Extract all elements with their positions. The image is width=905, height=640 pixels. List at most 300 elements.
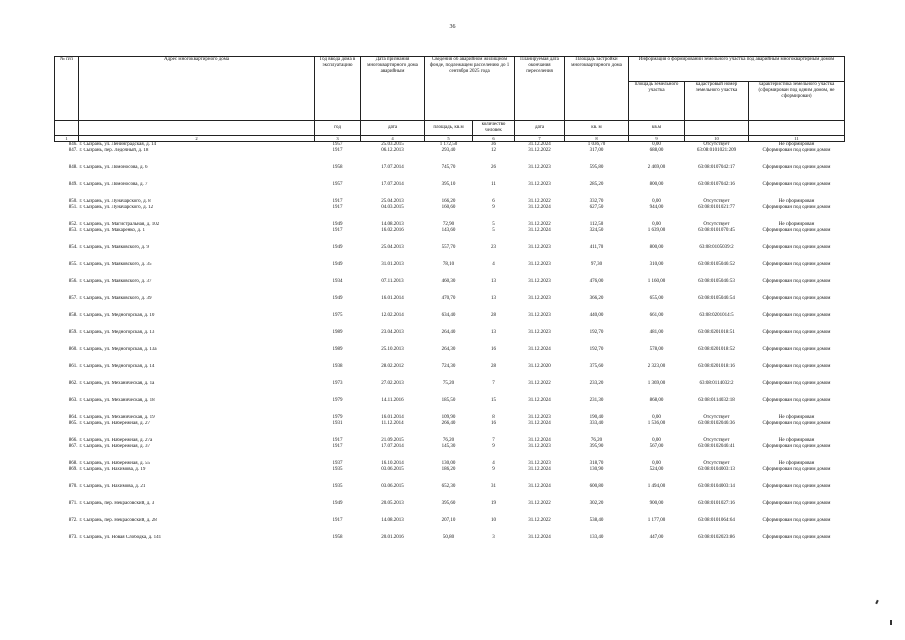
area-cell: 724,30 [441, 364, 456, 370]
building-area-cell: 366,20 [589, 296, 604, 302]
unit-planned-date: дата [515, 121, 565, 136]
cadastral-cell: Отсутствует [703, 438, 730, 444]
building-area-cell: 302,20 [589, 501, 604, 507]
year-cell: 1917 [332, 518, 343, 524]
row-number: 864. [68, 415, 78, 421]
planned-date-cell: 31.12.2024 [528, 484, 551, 490]
people-cell: 28 [491, 364, 496, 370]
building-area-cell: 333,40 [589, 421, 604, 427]
status-cell: Сформирован под одним домом [762, 444, 831, 450]
year-cell: 1937 [332, 461, 343, 467]
header-planned-date: Планируемая дата окончания переселения [515, 57, 565, 121]
area-cell: 745,70 [441, 165, 456, 171]
cadastral-cell: 63:08:0201018:16 [698, 364, 735, 370]
year-cell: 1917 [332, 148, 343, 154]
people-cell: 5 [492, 222, 495, 228]
area-cell: 264,30 [441, 347, 456, 353]
cadastral-cell: 63:08:0102046:36 [698, 421, 735, 427]
address-cell: г. Сызрань, ул. Нахимова, д. 21 [79, 484, 146, 490]
land-area-cell: 0,00 [652, 199, 661, 205]
recognition-date-cell: 06.12.2013 [381, 148, 404, 154]
year-cell: 1958 [332, 535, 343, 541]
planned-date-cell: 31.12.2023 [528, 461, 551, 467]
cadastral-cell: 63:08:0201018:52 [698, 347, 735, 353]
building-area-cell: 332,70 [589, 199, 604, 205]
building-area-cell: 1 036,70 [587, 142, 606, 148]
address-cell: г. Сызрань, пер. Ледочный, д. 18 [79, 148, 149, 154]
land-area-cell: 0,00 [652, 438, 661, 444]
planned-date-cell: 31.12.2022 [528, 148, 551, 154]
land-area-cell: 1 494,00 [647, 484, 666, 490]
cadastral-cell: 63:08:0114032:2 [699, 381, 734, 387]
year-cell: 1989 [332, 330, 343, 336]
status-cell: Не сформирован [778, 461, 815, 467]
status-cell: Сформирован под одним домом [762, 182, 831, 188]
status-cell: Сформирован под одним домом [762, 381, 831, 387]
planned-date-cell: 31.12.2022 [528, 501, 551, 507]
recognition-date-cell: 16.01.2014 [381, 415, 404, 421]
year-cell: 1917 [332, 205, 343, 211]
land-area-cell: 578,00 [649, 347, 664, 353]
row-number: 847. [68, 148, 78, 154]
area-cell: 395,60 [441, 501, 456, 507]
building-area-cell: 476,00 [589, 279, 604, 285]
recognition-date-cell: 16.01.2014 [381, 296, 404, 302]
recognition-date-cell: 21.09.2015 [381, 438, 404, 444]
area-cell: 160,60 [441, 205, 456, 211]
planned-date-cell: 31.12.2023 [528, 313, 551, 319]
year-cell: 1957 [332, 182, 343, 188]
building-area-cell: 375,60 [589, 364, 604, 370]
table-row [55, 165, 845, 182]
table-row [55, 535, 845, 552]
column-number: 2 [79, 136, 315, 142]
cadastral-cell: 63:08:0105039:2 [699, 245, 734, 251]
address-cell: г. Сызрань, ул. Магистральная, д. 102 [79, 222, 160, 228]
address-cell: г. Сызрань, ул. Медногорская, д. 13 [79, 330, 155, 336]
cadastral-cell: 63:08:0105046:54 [698, 296, 735, 302]
land-area-cell: 661,00 [649, 313, 664, 319]
cadastral-cell: 63:08:0107042:16 [698, 182, 735, 188]
header-cadastral: кадастровый номер земельного участка [685, 82, 749, 121]
people-cell: 19 [491, 501, 496, 507]
address-cell: г. Сызрань, ул. Маяковского, д. 35 [79, 262, 152, 268]
area-cell: 130,00 [441, 461, 456, 467]
cadastral-cell: Отсутствует [703, 415, 730, 421]
area-cell: 207,10 [441, 518, 456, 524]
land-area-cell: 1 639,00 [647, 228, 666, 234]
recognition-date-cell: 25.04.2013 [381, 245, 404, 251]
recognition-date-cell: 16.10.2014 [381, 461, 404, 467]
building-area-cell: 318,70 [589, 461, 604, 467]
planned-date-cell: 31.12.2023 [528, 262, 551, 268]
year-cell: 1979 [332, 415, 343, 421]
address-cell: г. Сызрань, ул. Набережная, д. 27а [79, 438, 153, 444]
status-cell: Сформирован под одним домом [762, 245, 831, 251]
row-number: 869. [68, 467, 78, 473]
building-area-cell: 231,30 [589, 398, 604, 404]
planned-date-cell: 31.12.2022 [528, 222, 551, 228]
area-cell: 264,40 [441, 330, 456, 336]
cadastral-cell: 63:08:0101021:77 [698, 205, 735, 211]
header-land-area: площадь земельного участка [629, 82, 685, 121]
recognition-date-cell: 03.06.2015 [381, 467, 404, 473]
building-area-cell: 538,40 [589, 518, 604, 524]
status-cell: Не сформирован [778, 415, 815, 421]
row-number: 868. [68, 461, 78, 467]
recognition-date-cell: 25.03.2015 [381, 142, 404, 148]
table-row [55, 330, 845, 347]
cadastral-cell: 63:08:0102023:86 [698, 535, 735, 541]
building-area-cell: 233,20 [589, 381, 604, 387]
address-cell: г. Сызрань, ул. Медногорская, д. 14 [79, 364, 155, 370]
planned-date-cell: 31.12.2022 [528, 381, 551, 387]
building-area-cell: 395,90 [589, 444, 604, 450]
row-number: 848. [68, 165, 78, 171]
row-number: 866. [68, 438, 78, 444]
year-cell: 1938 [332, 364, 343, 370]
row-number: 850. [68, 199, 78, 205]
address-cell: г. Сызрань, ул. Набережная, д. 27 [79, 421, 151, 427]
unit-cadastral [685, 121, 749, 136]
header-year: Год ввода дома в эксплуатацию [315, 57, 361, 121]
address-cell: г. Сызрань, ул. Новая Слободка, д. 141 [79, 535, 162, 541]
unit-characteristic [749, 121, 845, 136]
emergency-housing-table [54, 56, 845, 552]
area-cell: 266,40 [441, 421, 456, 427]
land-area-cell: 524,00 [649, 467, 664, 473]
year-cell: 1949 [332, 501, 343, 507]
year-cell: 1917 [332, 199, 343, 205]
planned-date-cell: 31.12.2024 [528, 228, 551, 234]
column-number: 8 [565, 136, 629, 142]
people-cell: 13 [491, 279, 496, 285]
table-body [55, 142, 845, 553]
row-number: 846. [68, 142, 78, 148]
table-row [55, 148, 845, 165]
cadastral-cell: Отсутствует [703, 142, 730, 148]
recognition-date-cell: 23.04.2013 [381, 330, 404, 336]
planned-date-cell: 31.12.2023 [528, 182, 551, 188]
land-area-cell: 1 369,00 [647, 381, 666, 387]
table-row [55, 398, 845, 415]
row-number: 872. [68, 518, 78, 524]
column-number: 1 [55, 136, 79, 142]
address-cell: г. Сызрань, ул. Ломоносова, д. 7 [79, 182, 148, 188]
area-cell: 185,50 [441, 398, 456, 404]
area-cell: 143,60 [441, 228, 456, 234]
cadastral-cell: 63:08:0104003:14 [698, 484, 735, 490]
planned-date-cell: 31.12.2023 [528, 444, 551, 450]
table-row [55, 313, 845, 330]
planned-date-cell: 31.12.2022 [528, 199, 551, 205]
area-cell: 293,40 [441, 148, 456, 154]
people-cell: 5 [492, 228, 495, 234]
recognition-date-cell: 28.02.2012 [381, 364, 404, 370]
status-cell: Сформирован под одним домом [762, 398, 831, 404]
planned-date-cell: 31.12.2022 [528, 518, 551, 524]
building-area-cell: 130,90 [589, 467, 604, 473]
row-number: 851. [68, 205, 78, 211]
column-number: 3 [315, 136, 361, 142]
address-cell: г. Сызрань, пер. Некрасовский, д. 3 [79, 501, 155, 507]
recognition-date-cell: 07.11.2013 [381, 279, 404, 285]
address-cell: г. Сызрань, ул. Механическая, д. 18 [79, 398, 155, 404]
planned-date-cell: 31.12.2023 [528, 279, 551, 285]
table-row [55, 262, 845, 279]
status-cell: Сформирован под одним домом [762, 205, 831, 211]
address-cell: г. Сызрань, ул. Ломоносова, д. 6 [79, 165, 148, 171]
scan-mark [875, 600, 879, 604]
area-cell: 75,20 [442, 381, 455, 387]
table-row [55, 381, 845, 398]
unit-area: площадь, кв.м [425, 121, 473, 136]
recognition-date-cell: 03.06.2015 [381, 484, 404, 490]
land-area-cell: 310,00 [649, 262, 664, 268]
people-cell: 8 [492, 415, 495, 421]
status-cell: Сформирован под одним домом [762, 165, 831, 171]
building-area-cell: 627,50 [589, 205, 604, 211]
people-cell: 9 [492, 205, 495, 211]
row-number: 861. [68, 364, 78, 370]
address-cell: г. Сызрань, ул. Макаренко, д. 1 [79, 228, 145, 234]
year-cell: 1935 [332, 467, 343, 473]
cadastral-cell: 63:08:0105046:53 [698, 279, 735, 285]
people-cell: 13 [491, 296, 496, 302]
people-cell: 11 [491, 182, 496, 188]
planned-date-cell: 31.12.2024 [528, 142, 551, 148]
building-area-cell: 324,50 [589, 228, 604, 234]
row-number: 849. [68, 182, 78, 188]
land-area-cell: 0,00 [652, 415, 661, 421]
table-header [55, 57, 845, 142]
recognition-date-cell: 14.11.2016 [381, 398, 404, 404]
status-cell: Сформирован под одним домом [762, 313, 831, 319]
area-cell: 634,40 [441, 313, 456, 319]
address-cell: г. Сызрань, ул. Набережная, д. 55 [79, 461, 151, 467]
address-cell: г. Сызрань, ул. Ленинградская, д. 14 [79, 142, 157, 148]
building-area-cell: 600,80 [589, 484, 604, 490]
year-cell: 1979 [332, 398, 343, 404]
land-area-cell: 2 469,00 [647, 165, 666, 171]
row-number: 853. [68, 228, 78, 234]
land-area-cell: 0,00 [652, 222, 661, 228]
cadastral-cell: 63:08:0201018:51 [698, 330, 735, 336]
building-area-cell: 317,00 [589, 148, 604, 154]
row-number: 871. [68, 501, 78, 507]
area-cell: 652,30 [441, 484, 456, 490]
header-date-recognition: Дата признания многоквартирного дома аварийным [361, 57, 425, 121]
status-cell: Сформирован под одним домом [762, 501, 831, 507]
planned-date-cell: 31.12.2023 [528, 245, 551, 251]
building-area-cell: 192,70 [589, 347, 604, 353]
table-row [55, 245, 845, 262]
table-row [55, 484, 845, 501]
row-number: 855. [68, 262, 78, 268]
unit-address [79, 121, 315, 136]
people-cell: 13 [491, 330, 496, 336]
recognition-date-cell: 11.12.2014 [381, 421, 404, 427]
area-cell: 395,10 [441, 182, 456, 188]
row-number: 856. [68, 279, 78, 285]
people-cell: 31 [491, 484, 496, 490]
planned-date-cell: 31.12.2024 [528, 467, 551, 473]
area-cell: 76,20 [442, 438, 455, 444]
status-cell: Не сформирован [778, 222, 815, 228]
address-cell: г. Сызрань, ул. Набережная, д. 37 [79, 444, 151, 450]
land-area-cell: 655,00 [649, 296, 664, 302]
status-cell: Сформирован под одним домом [762, 228, 831, 234]
address-cell: г. Сызрань, ул. Медногорская, д. 10 [79, 313, 155, 319]
year-cell: 1917 [332, 444, 343, 450]
year-cell: 1949 [332, 222, 343, 228]
unit-land-area: кв.м [629, 121, 685, 136]
area-cell: 460,30 [441, 279, 456, 285]
cadastral-cell: Отсутствует [703, 222, 730, 228]
table-row [55, 228, 845, 245]
recognition-date-cell: 14.08.2013 [381, 222, 404, 228]
year-cell: 1975 [332, 313, 343, 319]
column-number: 6 [473, 136, 515, 142]
planned-date-cell: 31.12.2024 [528, 438, 551, 444]
building-area-cell: 133,40 [589, 535, 604, 541]
table-row [55, 296, 845, 313]
address-cell: г. Сызрань, ул. Маяковского, д. 9 [79, 245, 149, 251]
year-cell: 1958 [332, 165, 343, 171]
table-row [55, 467, 845, 484]
unit-date: дата [361, 121, 425, 136]
recognition-date-cell: 17.07.2014 [381, 182, 404, 188]
row-number: 854. [68, 245, 78, 251]
header-land-info: Информация о формировании земельного участка под аварийным многоквартирным домом [629, 57, 845, 82]
year-cell: 1917 [332, 228, 343, 234]
people-cell: 16 [491, 347, 496, 353]
land-area-cell: 0,00 [652, 142, 661, 148]
table-row [55, 501, 845, 518]
header-building-area: Площадь застройки многоквартирного дома [565, 57, 629, 121]
planned-date-cell: 31.12.2024 [528, 347, 551, 353]
status-cell: Сформирован под одним домом [762, 484, 831, 490]
people-cell: 15 [491, 398, 496, 404]
land-area-cell: 1 160,00 [647, 279, 666, 285]
address-cell: г. Сызрань, ул. Маяковского, д. 39 [79, 296, 152, 302]
people-cell: 9 [492, 444, 495, 450]
area-cell: 78,10 [442, 262, 455, 268]
address-cell: г. Сызрань, ул. Луначарского, д. 12 [79, 205, 154, 211]
row-number: 865. [68, 421, 78, 427]
area-cell: 470,70 [441, 296, 456, 302]
address-cell: г. Сызрань, ул. Нахимова, д. 19 [79, 467, 146, 473]
status-cell: Сформирован под одним домом [762, 467, 831, 473]
planned-date-cell: 31.12.2024 [528, 421, 551, 427]
building-area-cell: 112,50 [589, 222, 604, 228]
recognition-date-cell: 14.08.2013 [381, 518, 404, 524]
land-area-cell: 1 177,00 [647, 518, 666, 524]
land-area-cell: 447,00 [649, 535, 664, 541]
land-area-cell: 2 323,00 [647, 364, 666, 370]
recognition-date-cell: 17.07.2014 [381, 444, 404, 450]
address-cell: г. Сызрань, ул. Механическая, д. 19 [79, 415, 155, 421]
land-area-cell: 868,00 [649, 398, 664, 404]
row-number: 860. [68, 347, 78, 353]
year-cell: 1973 [332, 381, 343, 387]
cadastral-cell: 63:08:0201014:5 [699, 313, 734, 319]
people-cell: 26 [491, 165, 496, 171]
recognition-date-cell: 04.03.2015 [381, 205, 404, 211]
recognition-date-cell: 12.02.2014 [381, 313, 404, 319]
planned-date-cell: 31.12.2024 [528, 398, 551, 404]
people-cell: 6 [492, 199, 495, 205]
area-cell: 72,90 [442, 222, 455, 228]
table-row [55, 182, 845, 199]
cadastral-cell: 63:08:0114032:18 [698, 398, 735, 404]
status-cell: Сформирован под одним домом [762, 364, 831, 370]
year-cell: 1931 [332, 421, 343, 427]
cadastral-cell: 63:08:0104003:13 [698, 467, 735, 473]
area-cell: 1 172,50 [439, 142, 458, 148]
row-number: 857. [68, 296, 78, 302]
building-area-cell: 76,20 [590, 438, 603, 444]
area-cell: 557,70 [441, 245, 456, 251]
address-cell: г. Сызрань, пер. Некрасовский, д. 28 [79, 518, 157, 524]
people-cell: 28 [491, 313, 496, 319]
unit-building-area: кв. м [565, 121, 629, 136]
planned-date-cell: 31.12.2023 [528, 296, 551, 302]
people-cell: 7 [492, 381, 495, 387]
planned-date-cell: 31.12.2023 [528, 165, 551, 171]
land-area-cell: 481,00 [649, 330, 664, 336]
status-cell: Сформирован под одним домом [762, 296, 831, 302]
table-row [55, 205, 845, 222]
building-area-cell: 97,30 [590, 262, 603, 268]
planned-date-cell: 31.12.2023 [528, 330, 551, 336]
column-number: 7 [515, 136, 565, 142]
cadastral-cell: 63:08:0105046:52 [698, 262, 735, 268]
row-number: 862. [68, 381, 78, 387]
row-number: 863. [68, 398, 78, 404]
recognition-date-cell: 31.01.2013 [381, 262, 404, 268]
land-area-cell: 944,00 [649, 205, 664, 211]
building-area-cell: 190,40 [589, 415, 604, 421]
recognition-date-cell: 16.02.2016 [381, 228, 404, 234]
row-number: 867. [68, 444, 78, 450]
cadastral-cell: 63:08:0107042:17 [698, 165, 735, 171]
table-row [55, 347, 845, 364]
cadastral-cell: 63:08:0101027:16 [698, 501, 735, 507]
building-area-cell: 595,80 [589, 165, 604, 171]
area-cell: 166,20 [441, 199, 456, 205]
area-cell: 109,90 [441, 415, 456, 421]
land-area-cell: 800,00 [649, 182, 664, 188]
address-cell: г. Сызрань, ул. Механическая, д. 1а [79, 381, 155, 387]
people-cell: 16 [491, 421, 496, 427]
status-cell: Не сформирован [778, 142, 815, 148]
column-number: 4 [361, 136, 425, 142]
row-number: 873. [68, 535, 78, 541]
address-cell: г. Сызрань, ул. Маяковского, д. 37 [79, 279, 152, 285]
cadastral-cell: 63:08:0101064:64 [698, 518, 735, 524]
cadastral-cell: 63:08:0102046:41 [698, 444, 735, 450]
status-cell: Не сформирован [778, 199, 815, 205]
recognition-date-cell: 27.02.2013 [381, 381, 404, 387]
year-cell: 1957 [332, 142, 343, 148]
table-row [55, 279, 845, 296]
land-area-cell: 900,00 [649, 501, 664, 507]
planned-date-cell: 31.12.2024 [528, 205, 551, 211]
area-cell: 50,80 [442, 535, 455, 541]
page-number: 36 [449, 24, 456, 30]
column-number: 5 [425, 136, 473, 142]
